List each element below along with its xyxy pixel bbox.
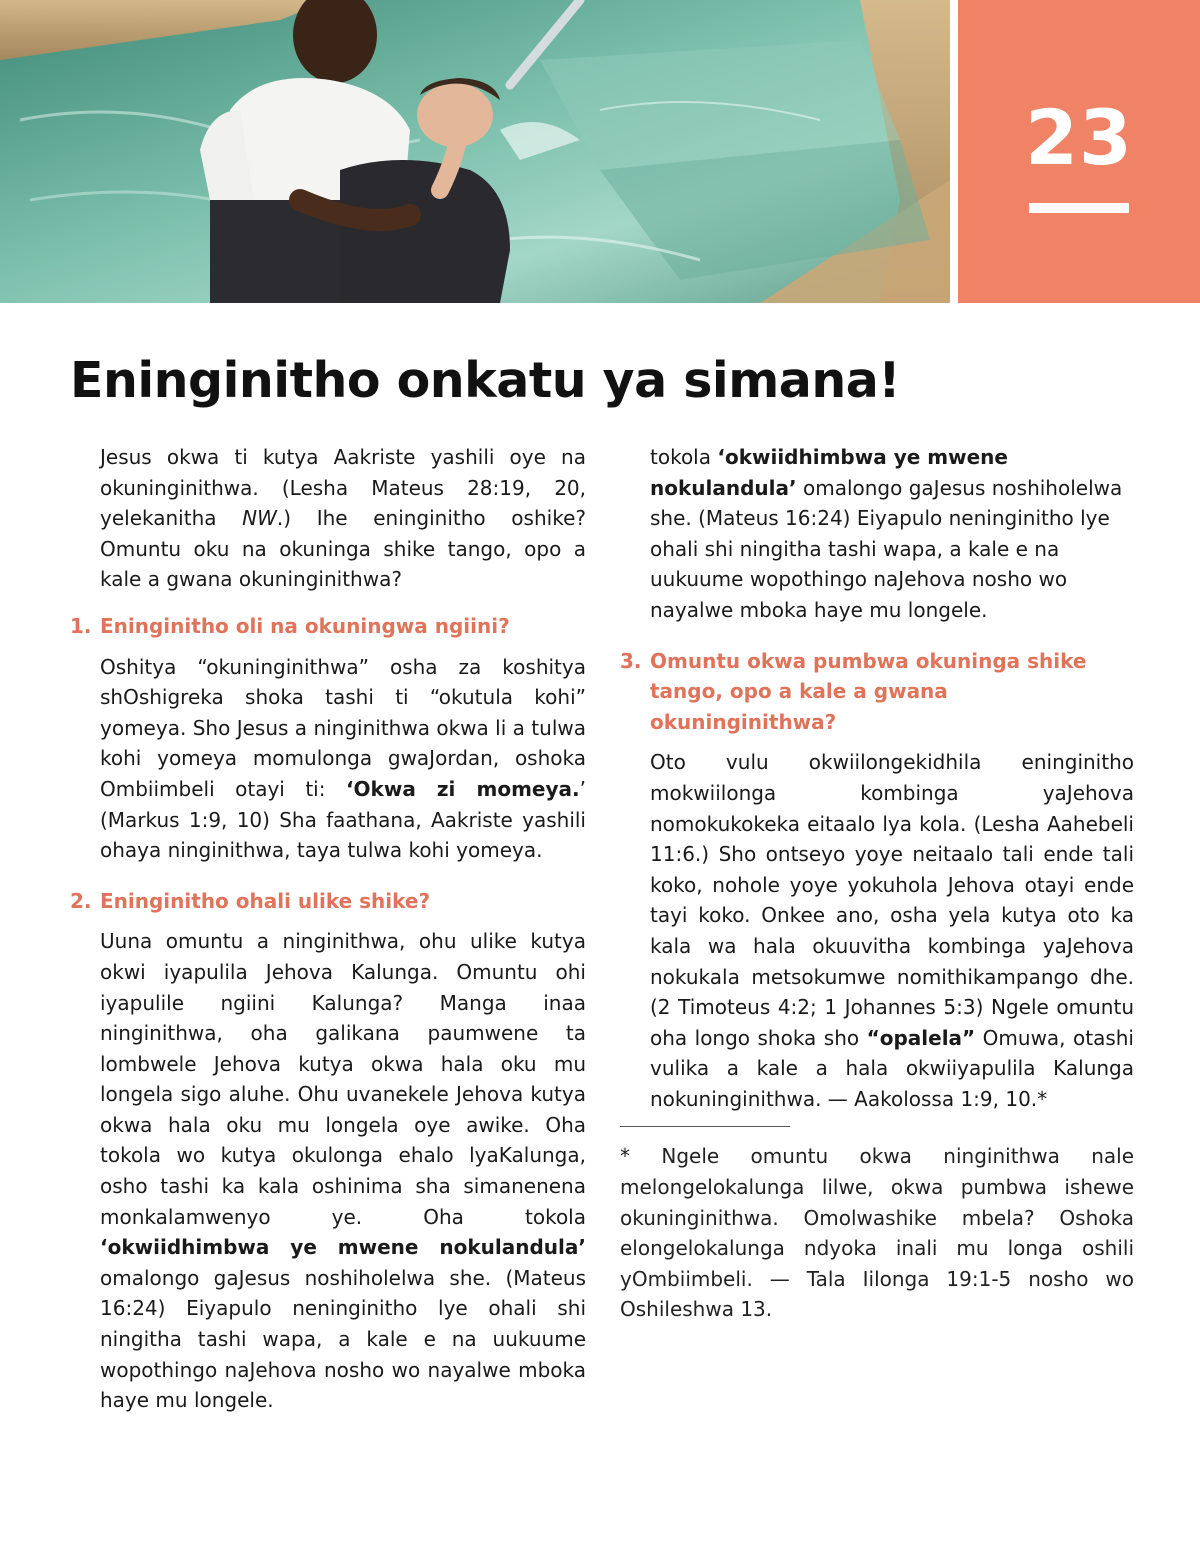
hero-photo: [0, 0, 950, 303]
intro-text-nw: NW: [242, 506, 277, 531]
question-1-text: Eninginitho oli na okuningwa ngiini?: [100, 613, 510, 638]
lesson-number: 23: [1025, 93, 1133, 182]
left-column: [70, 442, 586, 1491]
question-2-number: 2.: [70, 888, 92, 913]
question-3-number: 3.: [620, 648, 642, 673]
footnote: * Ngele omuntu okwa ninginithwa nale melongelokalunga lilwe, okwa pumbwa ishewe okuninginithwa. Omolwashike mbela? Oshoka elongelokalunga ndyoka inali mu longa oshili yOmbiimbeli. — Tala Iilonga 19:1-5 nosho wo Oshileshwa 13.: [620, 1144, 1134, 1322]
question-3-heading: [620, 646, 1134, 738]
answer-2-text-b: omalongo gaJesus noshiholelwa she. (Mateus 16:24) Eiyapulo neninginitho lye ohali shi ningitha tashi wapa, a kale e na uukuume wopothingo naJehova nosho wo nayalwe mboka haye mu longele.: [100, 1265, 586, 1413]
answer-2-bold: ‘okwiidhimbwa ye mwene nokulandula’: [100, 1235, 586, 1260]
answer-2-paragraph: [70, 926, 586, 1491]
answer-3-text-a: Oto vulu okwiilongekidhila eninginitho mokwiilonga kombinga yaJehova nomokukokeka eitaalo lya kola. (Lesha Aahebeli 11:6.) Sho ontseyo yoye neitaalo tali ende tali koko, nohole yoye yokuhola Jehova otayi ende tayi koko. Onkee ano, osha yela kutya oto ka kala wa hala okuuvitha kombinga yaJehova nokukala metsokumwe nomithikampango dhe. (2 Timoteus 4:2; 1 Johannes 5:3) Ngele omuntu oha longo shoka sho: [650, 750, 1134, 1050]
answer-3-paragraph: [620, 747, 1134, 1114]
intro-text-b: .) Ihe eninginitho oshike? Omuntu oku na okuninga shike tango, opo a kale a gwana okuninginithwa?: [100, 506, 586, 592]
answer-2-continued: tokola ‘okwiidhimbwa ye mwene nokulandula’ omalongo gaJesus noshiholelwa she. (Mateus 16:24) Eiyapulo neninginitho lye ohali shi ningitha tashi wapa, a kale e na uukuume wopothingo naJehova nosho wo nayalwe mboka haye mu longele.: [650, 445, 1123, 622]
question-2-heading: [70, 886, 586, 917]
answer-1-paragraph: [70, 652, 586, 866]
question-3-text: Omuntu okwa pumbwa okuninga shike tango, opo a kale a gwana okuninginithwa?: [650, 648, 1087, 734]
baptism-photo-icon: [0, 0, 950, 303]
question-1-heading: [70, 611, 586, 642]
question-2-text: Eninginitho ohali ulike shike?: [100, 888, 431, 913]
answer-3-text-b: Omuwa, otashi vulika a kale a hala okwiiyapulila Kalunga nokuninginithwa. — Aakolossa 1:9, 10.*: [650, 1025, 1134, 1111]
lesson-number-underline: [1029, 203, 1129, 213]
footnote-divider: [620, 1126, 790, 1127]
question-1-number: 1.: [70, 613, 92, 638]
intro-text-a: Jesus okwa ti kutya Aakriste yashili oye na okuninginithwa. (Lesha Mateus 28:19, 20, yelekanitha: [100, 445, 586, 531]
answer-3-bold: “opalela”: [866, 1025, 976, 1050]
answer-2-text-a: Uuna omuntu a ninginithwa, ohu ulike kutya okwi iyapulila Jehova Kalunga. Omuntu ohi iyapulile ngiini Kalunga? Manga inaa ninginithwa, oha galikana paumwene ta lombwele Jehova kutya okwa hala oku mu longela sigo aluhe. Ohu uvanekele Jehova kutya okwa hala oku mu longela oye awike. Oha tokola wo kutya okulonga ehalo lyaKalunga, osho tashi ka kala oshinima sha simanenena monkalamwenyo ye. Oha tokola: [100, 929, 586, 1229]
intro-paragraph: [70, 442, 586, 595]
page-title: Eninginitho onkatu ya simana!: [70, 352, 901, 409]
answer-1-text-b: ’ (Markus 1:9, 10) Sha faathana, Aakriste yashili ohaya ninginithwa, taya tulwa kohi yomeya.: [100, 776, 586, 863]
answer-1-bold: ‘Okwa zi momeya.: [345, 776, 580, 801]
answer-1-text-a: Oshitya “okuninginithwa” osha za koshitya shOshigreka shoka tashi ti “okutula kohi” yomeya. Sho Jesus a ninginithwa okwa li a tulwa kohi yomeya momulonga gwaJordan, oshoka Ombiimbeli otayi ti:: [100, 654, 586, 801]
right-column: [620, 442, 1134, 1325]
lesson-number-box: [958, 0, 1200, 303]
